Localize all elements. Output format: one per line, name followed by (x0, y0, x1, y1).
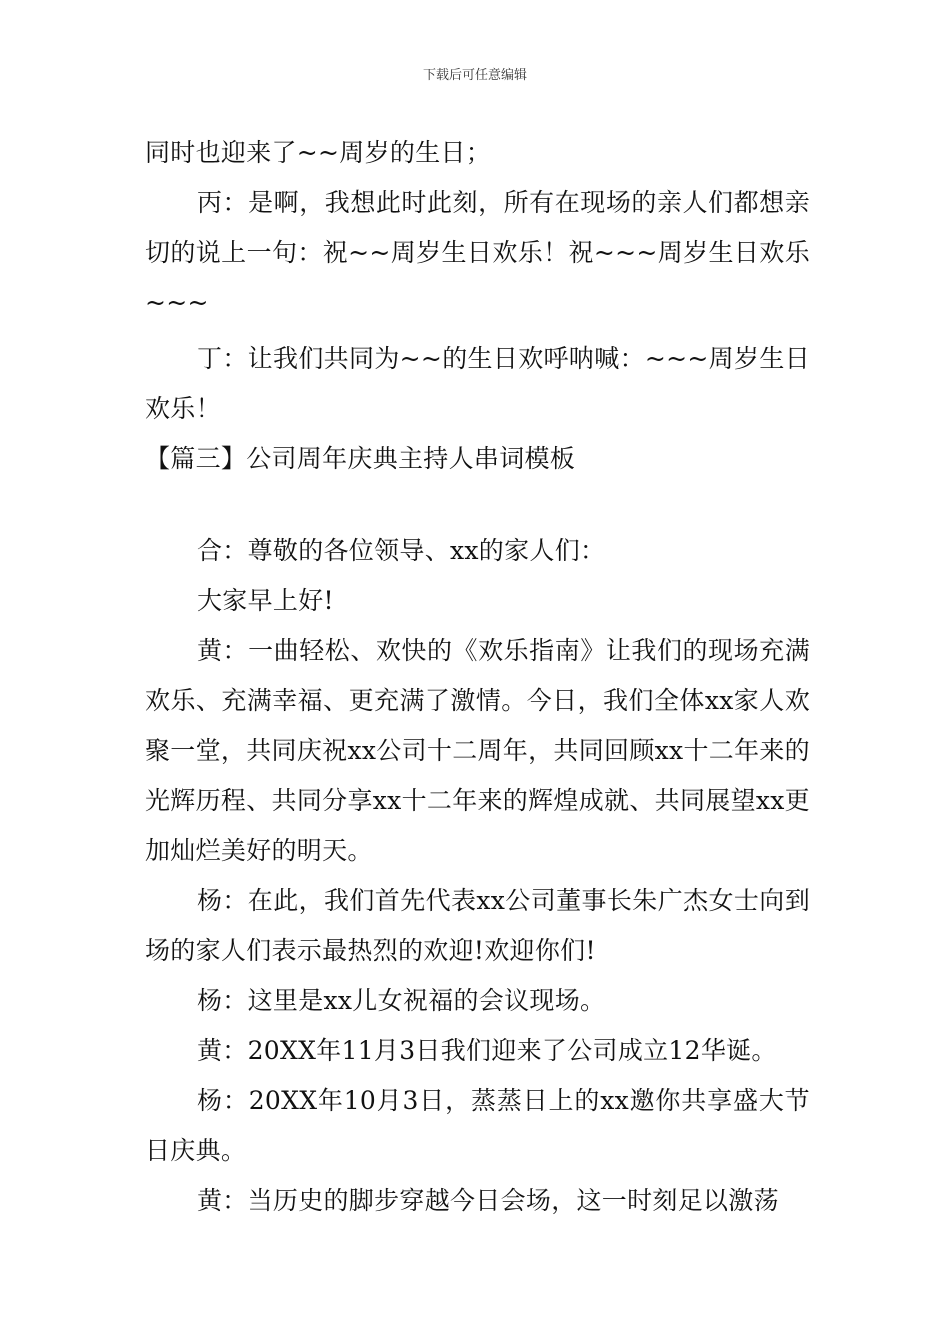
paragraph-huang-2: 黄：20XX年11月3日我们迎来了公司成立12华诞。 (197, 1036, 777, 1065)
paragraph-ding: 丁：让我们共同为~~的生日欢呼呐喊：~~~周岁生日欢乐！ (145, 344, 810, 423)
section-heading: 【篇三】公司周年庆典主持人串词模板 (145, 444, 576, 473)
paragraph-yang-1: 杨：在此，我们首先代表xx公司董事长朱广杰女士向到场的家人们表示最热烈的欢迎!欢迎你们! (145, 886, 810, 965)
paragraph-huang-1: 黄：一曲轻松、欢快的《欢乐指南》让我们的现场充满欢乐、充满幸福、更充满了激情。今日，我们全体xx家人欢聚一堂，共同庆祝xx公司十二周年，共同回顾xx十二年来的光辉历程、共同分享xx十二年来的辉煌成就、共同展望xx更加灿烂美好的明天。 (145, 636, 810, 865)
spacer (145, 484, 810, 526)
paragraph-he: 合：尊敬的各位领导、xx的家人们： (197, 536, 606, 565)
paragraph-yang-3: 杨：20XX年10月3日，蒸蒸日上的xx邀你共享盛大节日庆典。 (145, 1086, 810, 1165)
paragraph-bing: 丙：是啊，我想此时此刻，所有在现场的亲人们都想亲切的说上一句：祝~~周岁生日欢乐！祝~~~周岁生日欢乐~~~ (145, 188, 810, 317)
paragraph-yang-2: 杨：这里是xx儿女祝福的会议现场。 (197, 986, 606, 1015)
document-body (145, 128, 810, 1226)
paragraph-continuation: 同时也迎来了~~周岁的生日； (145, 138, 492, 167)
paragraph-greeting: 大家早上好! (197, 586, 334, 615)
paragraph-huang-3: 黄：当历史的脚步穿越今日会场，这一时刻足以激荡 (197, 1186, 779, 1215)
page-header: 下载后可任意编辑 (422, 68, 527, 83)
